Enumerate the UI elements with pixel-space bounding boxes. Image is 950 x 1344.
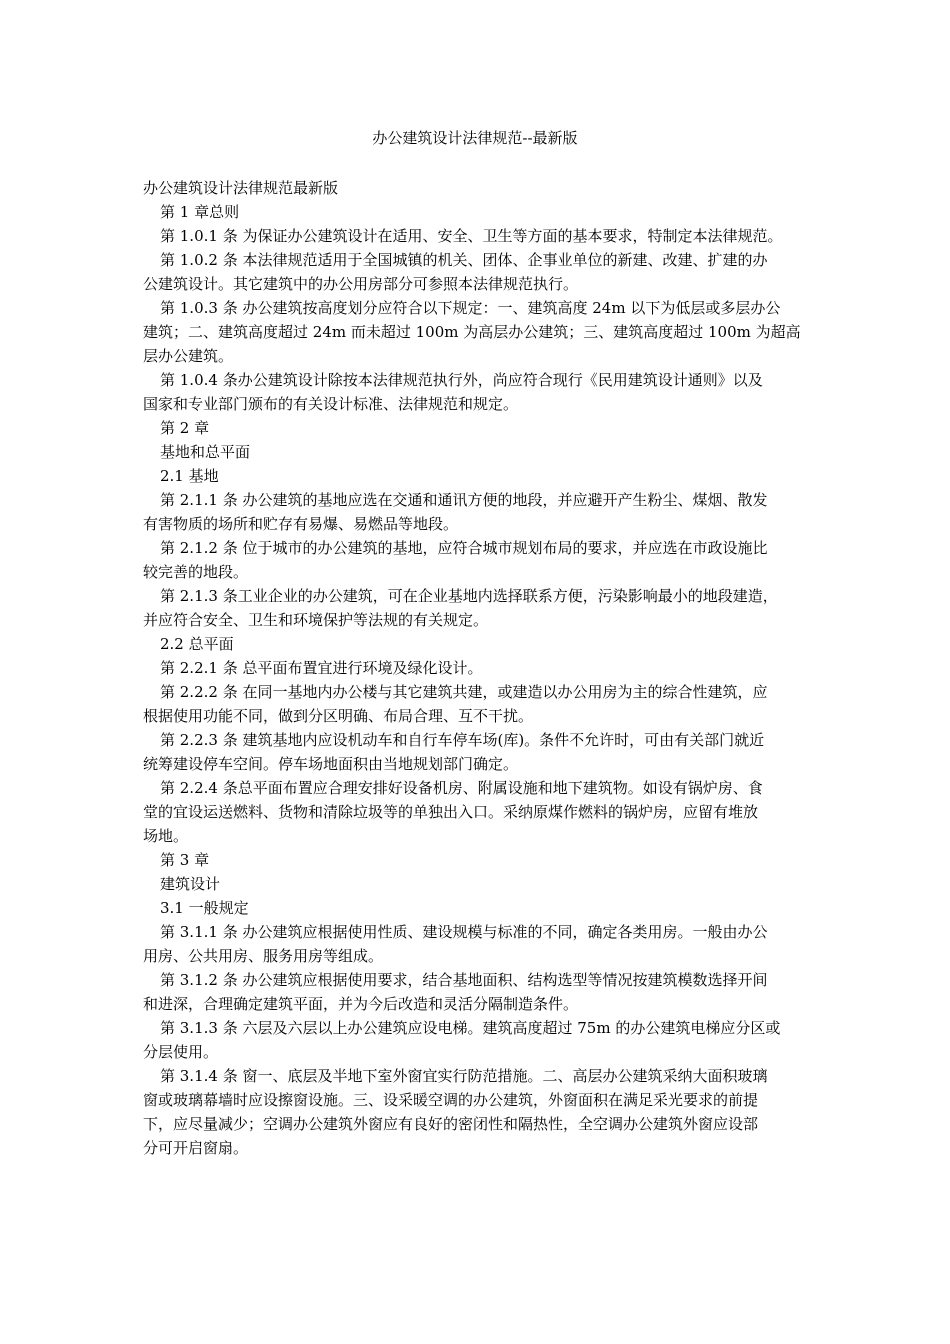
text-line: 分可开启窗扇。 — [143, 1139, 249, 1157]
text-line: 窗或玻璃幕墙时应设擦窗设施。三、设采暖空调的办公建筑，外窗面积在满足采光要求的前提 — [143, 1091, 759, 1109]
text-line: 第 3.1.2 条 办公建筑应根据使用要求，结合基地面积、结构选型等情况按建筑模数选择开间 — [160, 971, 768, 989]
text-line: 层办公建筑。 — [143, 347, 234, 365]
text-line: 2.1 基地 — [160, 467, 219, 485]
text-line: 办公建筑设计法律规范最新版 — [143, 179, 339, 197]
text-line: 分层使用。 — [143, 1043, 219, 1061]
text-line: 第 1 章总则 — [160, 203, 240, 221]
text-line: 第 3 章 — [160, 851, 210, 869]
text-line: 建筑设计 — [160, 875, 221, 893]
text-line: 第 2.2.4 条总平面布置应合理安排好设备机房、附属设施和地下建筑物。如设有锅炉房、食 — [160, 779, 763, 797]
text-line: 下，应尽量减少；空调办公建筑外窗应有良好的密闭性和隔热性，全空调办公建筑外窗应设部 — [143, 1115, 759, 1133]
text-line: 第 3.1.1 条 办公建筑应根据使用性质、建设规模与标准的不同，确定各类用房。一般由办公 — [160, 923, 768, 941]
text-line: 统筹建设停车空间。停车场地面积由当地规划部门确定。 — [143, 755, 519, 773]
text-line: 第 3.1.4 条 窗一、底层及半地下室外窗宜实行防范措施。二、高层办公建筑采纳大面积玻璃 — [160, 1067, 768, 1085]
text-line: 第 1.0.3 条 办公建筑按高度划分应符合以下规定：一、建筑高度 24m 以下为低层或多层办公 — [160, 299, 781, 317]
text-line: 第 2 章 — [160, 419, 210, 437]
text-line: 第 3.1.3 条 六层及六层以上办公建筑应设电梯。建筑高度超过 75m 的办公建筑电梯应分区或 — [160, 1019, 781, 1037]
text-line: 第 2.2.3 条 建筑基地内应设机动车和自行车停车场(库)。条件不允许时，可由有关部门就近 — [160, 731, 765, 749]
text-line: 公建筑设计。其它建筑中的办公用房部分可参照本法律规范执行。 — [143, 275, 579, 293]
document-body — [143, 176, 807, 1160]
text-line: 用房、公共用房、服务用房等组成。 — [143, 947, 384, 965]
text-line: 有害物质的场所和贮存有易爆、易燃品等地段。 — [143, 515, 459, 533]
document-title: 办公建筑设计法律规范--最新版 — [372, 129, 578, 147]
text-line: 较完善的地段。 — [143, 563, 249, 581]
text-line: 第 1.0.1 条 为保证办公建筑设计在适用、安全、卫生等方面的基本要求，特制定本法律规范。 — [160, 227, 783, 245]
text-line: 基地和总平面 — [160, 443, 251, 461]
text-line: 第 2.1.3 条工业企业的办公建筑，可在企业基地内选择联系方便，污染影响最小的地段建造， — [160, 587, 778, 605]
text-line: 第 1.0.4 条办公建筑设计除按本法律规范执行外，尚应符合现行《民用建筑设计通则》以及 — [160, 371, 763, 389]
text-line: 第 1.0.2 条 本法律规范适用于全国城镇的机关、团体、企事业单位的新建、改建、扩建的办 — [160, 251, 768, 269]
text-line: 国家和专业部门颁布的有关设计标准、法律规范和规定。 — [143, 395, 519, 413]
text-line: 2.2 总平面 — [160, 635, 234, 653]
text-line: 和进深，合理确定建筑平面，并为今后改造和灵活分隔制造条件。 — [143, 995, 579, 1013]
text-line: 堂的宜设运送燃料、货物和清除垃圾等的单独出入口。采纳原煤作燃料的锅炉房，应留有堆放 — [143, 803, 759, 821]
text-line: 第 2.1.2 条 位于城市的办公建筑的基地，应符合城市规划布局的要求，并应选在市政设施比 — [160, 539, 768, 557]
text-line: 建筑；二、建筑高度超过 24m 而未超过 100m 为高层办公建筑；三、建筑高度超过 100m 为超高 — [143, 323, 801, 341]
text-line: 并应符合安全、卫生和环境保护等法规的有关规定。 — [143, 611, 489, 629]
text-line: 第 2.2.2 条 在同一基地内办公楼与其它建筑共建，或建造以办公用房为主的综合性建筑，应 — [160, 683, 768, 701]
text-line: 场地。 — [143, 827, 189, 845]
text-line: 第 2.1.1 条 办公建筑的基地应选在交通和通讯方便的地段，并应避开产生粉尘、煤烟、散发 — [160, 491, 768, 509]
text-line: 根据使用功能不同，做到分区明确、布局合理、互不干扰。 — [143, 707, 534, 725]
text-line: 第 2.2.1 条 总平面布置宜进行环境及绿化设计。 — [160, 659, 483, 677]
text-line: 3.1 一般规定 — [160, 899, 249, 917]
